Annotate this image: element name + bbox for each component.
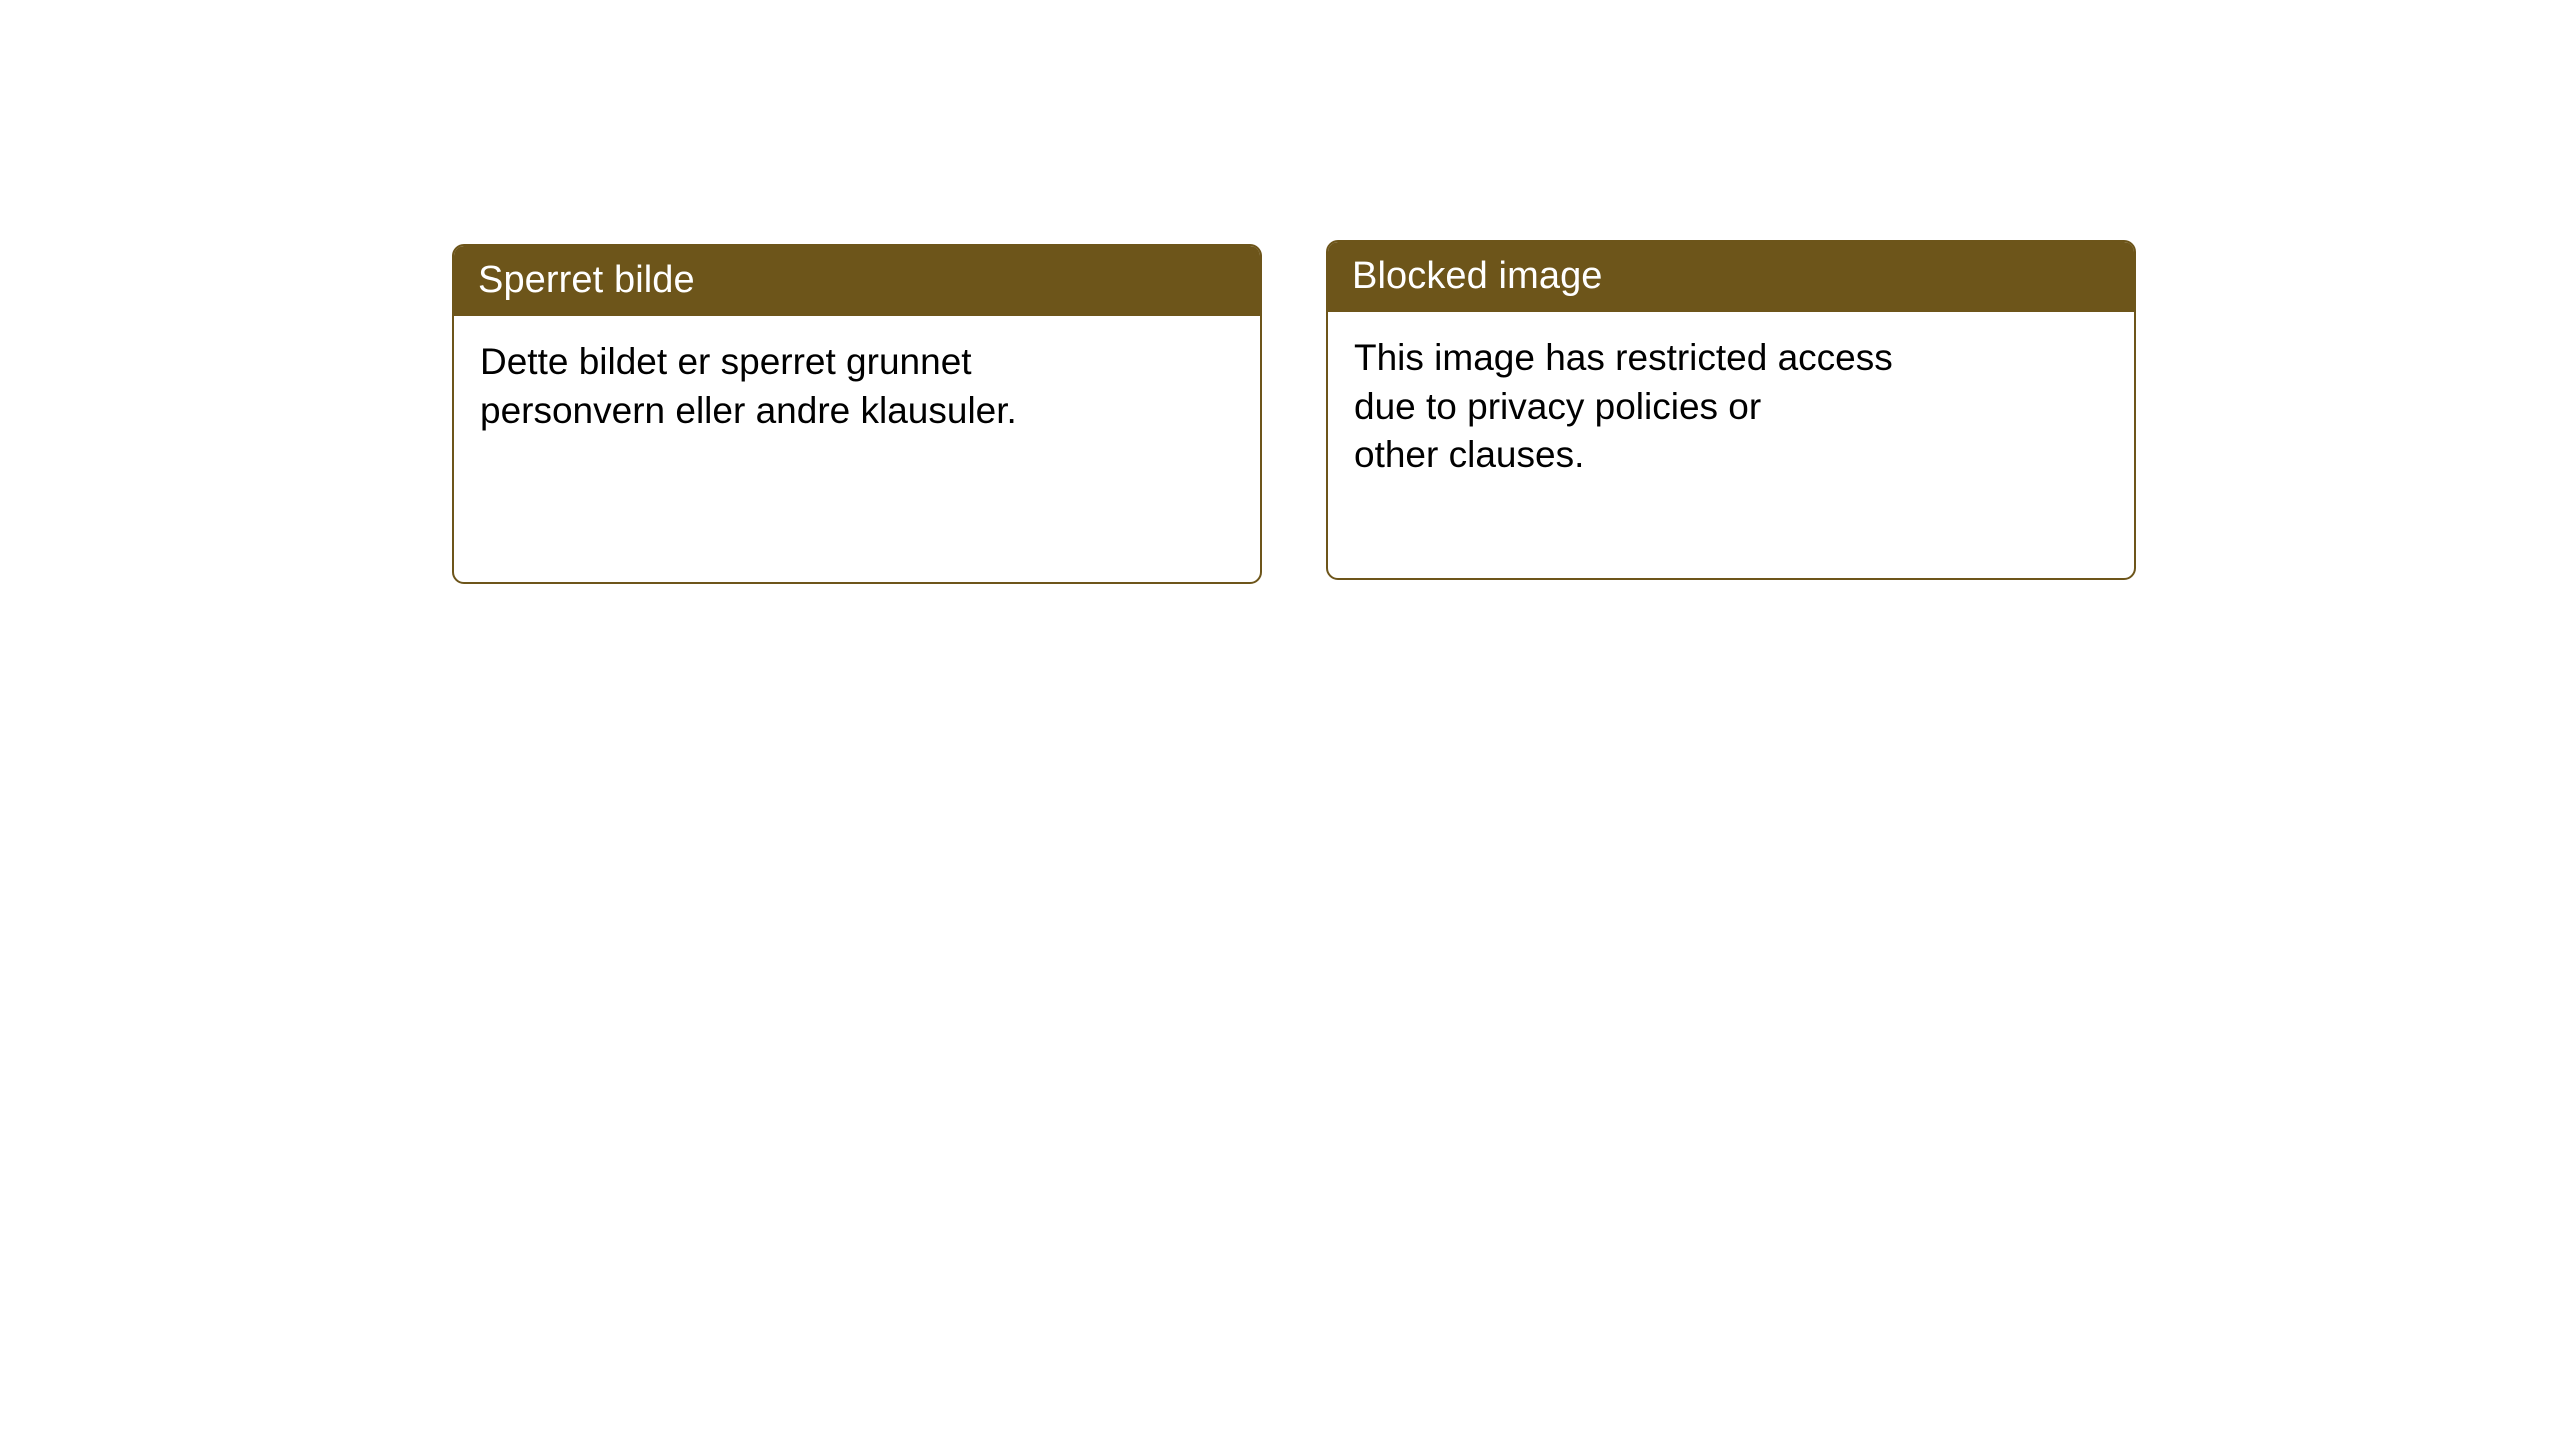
notice-body-line: Dette bildet er sperret grunnet: [480, 340, 972, 382]
notice-body-line: other clauses.: [1354, 434, 1585, 476]
blocked-image-notice-title-norwegian: Sperret bilde: [454, 246, 1260, 316]
blocked-image-notice-body-english: [1328, 312, 2134, 480]
notice-body-line: due to privacy policies or: [1354, 385, 1762, 427]
blocked-image-notice-body-norwegian: [454, 316, 1260, 436]
blocked-image-notice-title-english: Blocked image: [1328, 242, 2134, 312]
notice-body-line: This image has restricted access: [1354, 336, 1893, 378]
blocked-image-notice-norwegian: [452, 244, 1262, 584]
blocked-image-notice-english: [1326, 240, 2136, 580]
notice-body-line: personvern eller andre klausuler.: [480, 389, 1017, 431]
